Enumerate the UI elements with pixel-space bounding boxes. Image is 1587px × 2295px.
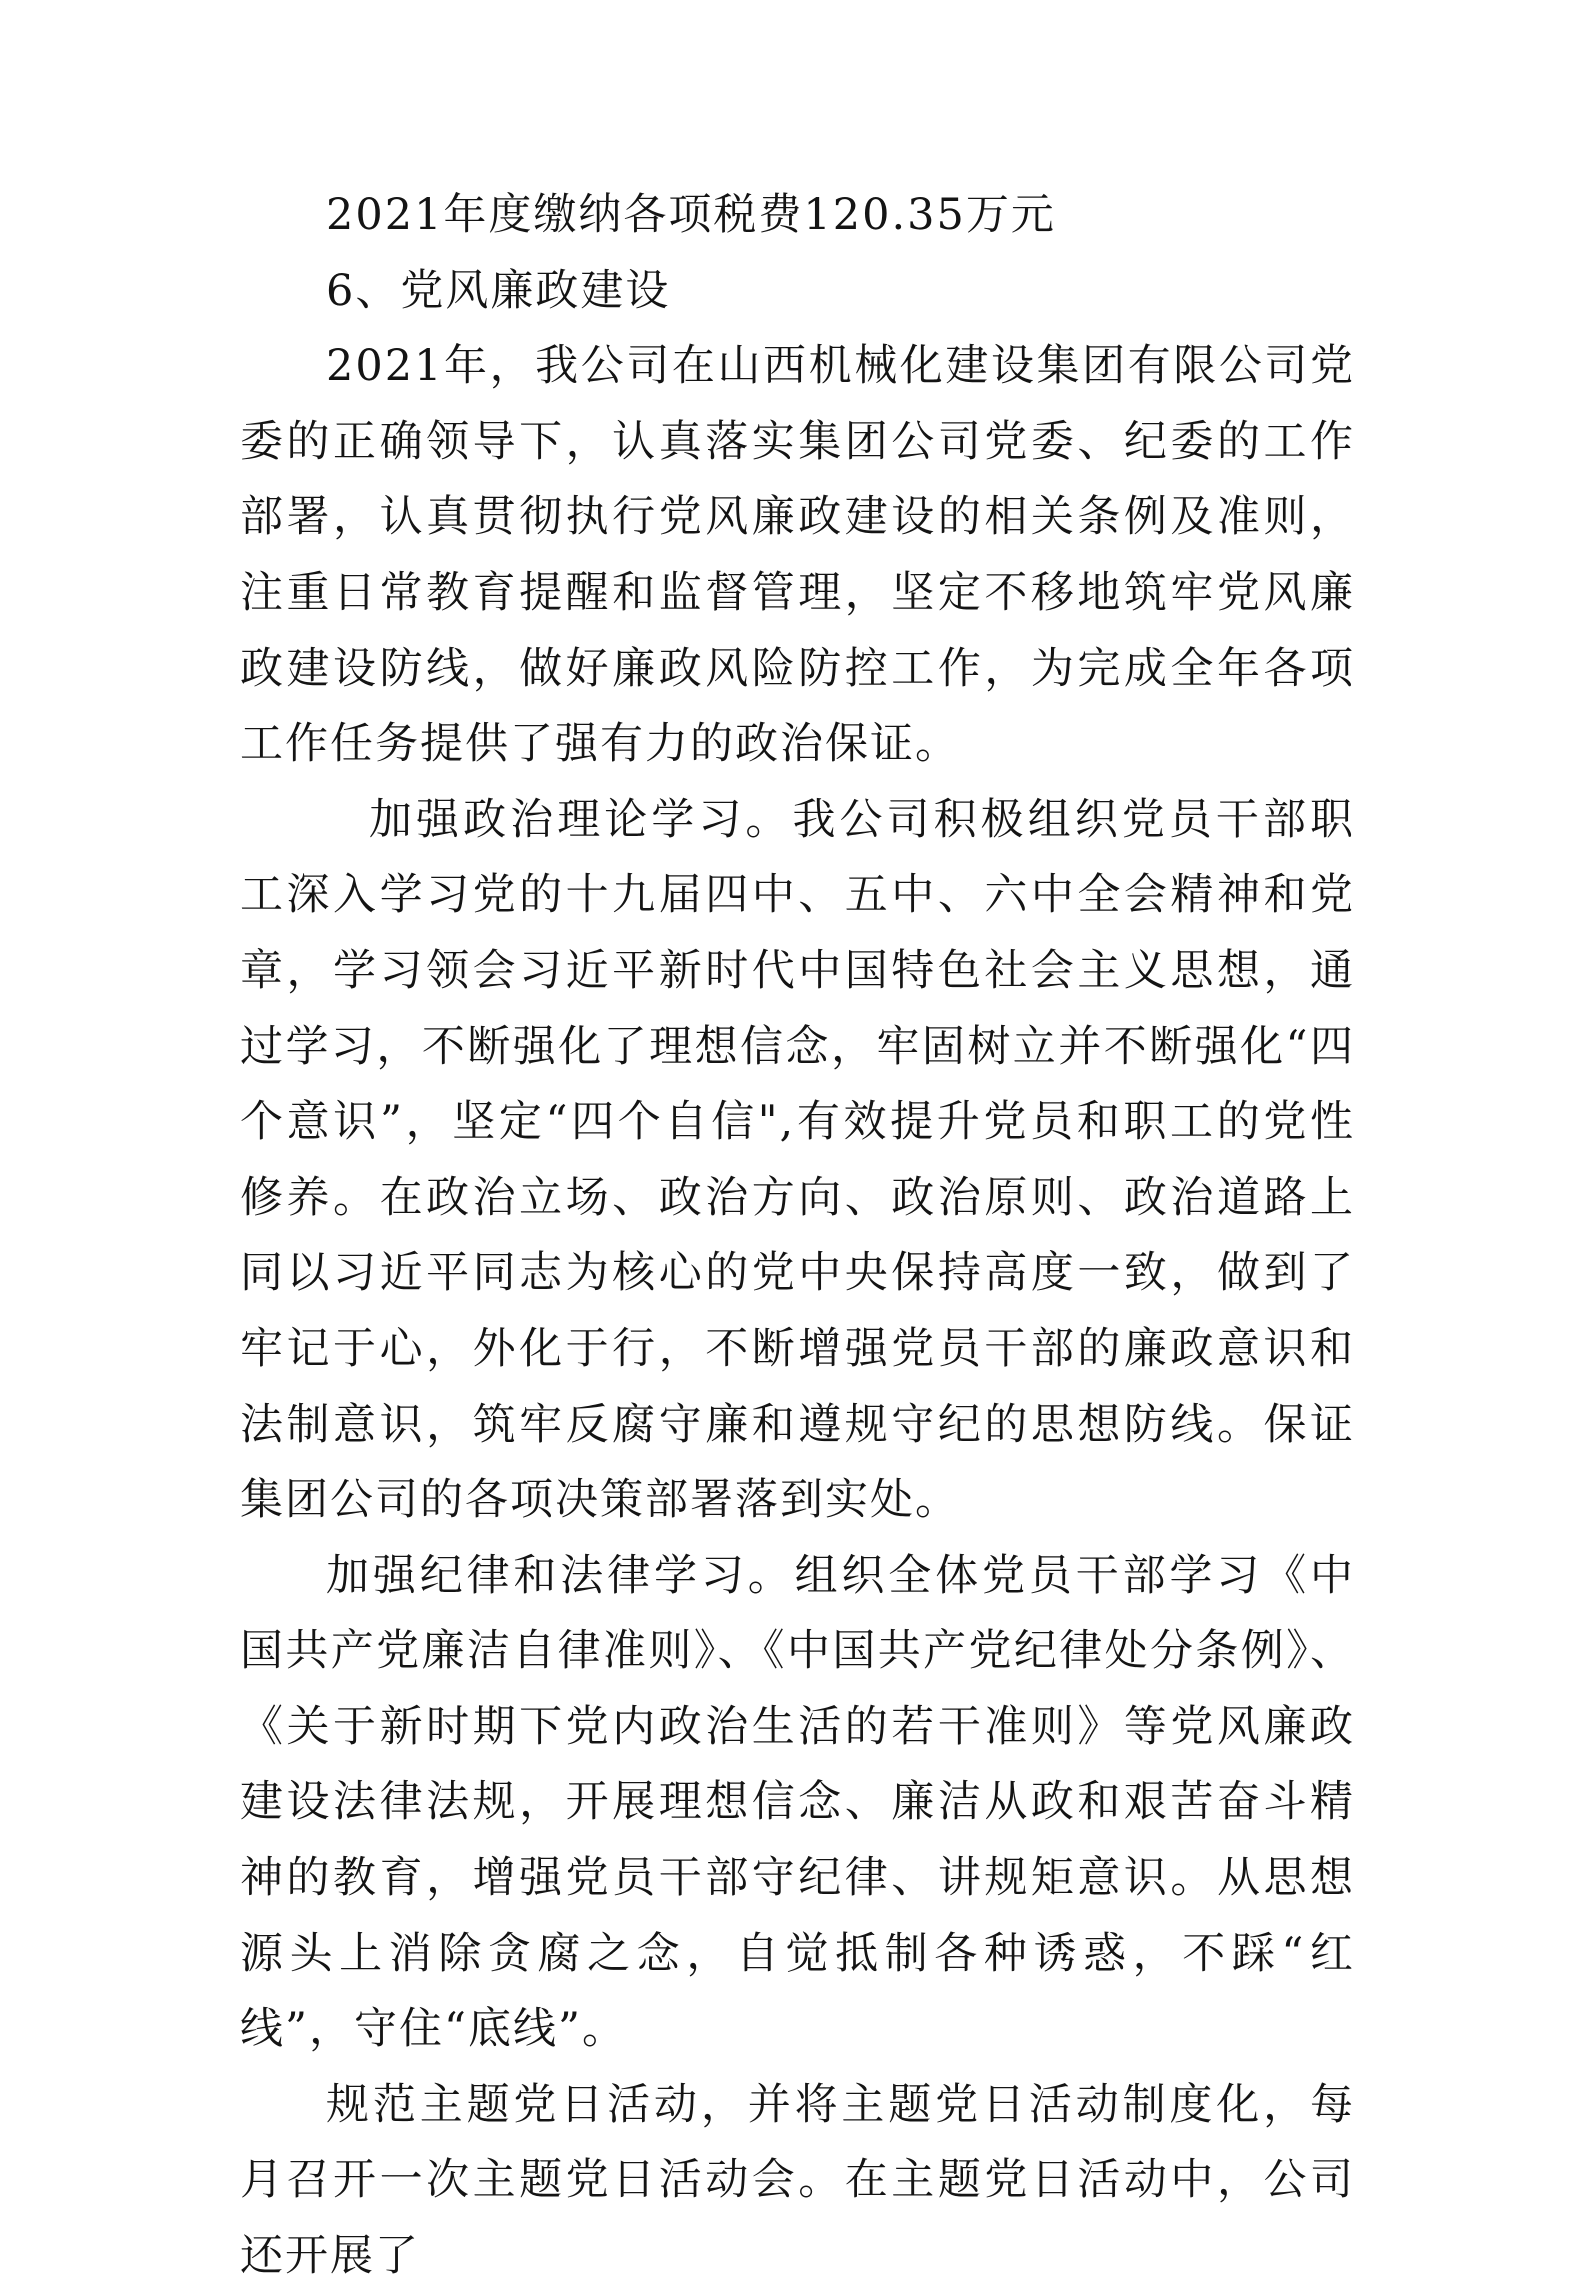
political-study-paragraph: 加强政治理论学习。我公司积极组织党员干部职工深入学习党的十九届四中、五中、六中全会精神和党章，学习领会习近平新时代中国特色社会主义思想，通过学习，不断强化了理想信念，牢固树立并不断强化“四个意识”，坚定“四个自信",有效提升党员和职工的党性修养。在政治立场、政治方向、政治原则、政治道路上同以习近平同志为核心的党中央保持高度一致，做到了牢记于心，外化于行，不断增强党员干部的廉政意识和法制意识，筑牢反腐守廉和遵规守纪的思想防线。保证集团公司的各项决策部署落到实处。 bbox=[240, 794, 1355, 1526]
intro-paragraph: 2021年，我公司在山西机械化建设集团有限公司党委的正确领导下，认真落实集团公司党委、纪委的工作部署，认真贯彻执行党风廉政建设的相关条例及准则，注重日常教育提醒和监督管理，坚定不移地筑牢党风廉政建设防线，做好廉政风险防控工作，为完成全年各项工作任务提供了强有力的政治保证。 bbox=[240, 341, 1355, 770]
document-body bbox=[240, 178, 1355, 2295]
tax-summary-line: 2021年度缴纳各项税费120.35万元 bbox=[326, 190, 1056, 240]
party-day-paragraph: 规范主题党日活动，并将主题党日活动制度化，每月召开一次主题党日活动会。在主题党日活动中，公司还开展了 bbox=[240, 2079, 1355, 2282]
discipline-study-paragraph: 加强纪律和法律学习。组织全体党员干部学习《中国共产党廉洁自律准则》、《中国共产党纪律处分条例》、《关于新时期下党内政治生活的若干准则》等党风廉政建设法律法规，开展理想信念、廉洁从政和艰苦奋斗精神的教育，增强党员干部守纪律、讲规矩意识。从思想源头上消除贪腐之念，自觉抵制各种诱惑，不踩“红线”，守住“底线”。 bbox=[240, 1550, 1355, 2055]
section-heading: 6、党风廉政建设 bbox=[326, 265, 671, 316]
